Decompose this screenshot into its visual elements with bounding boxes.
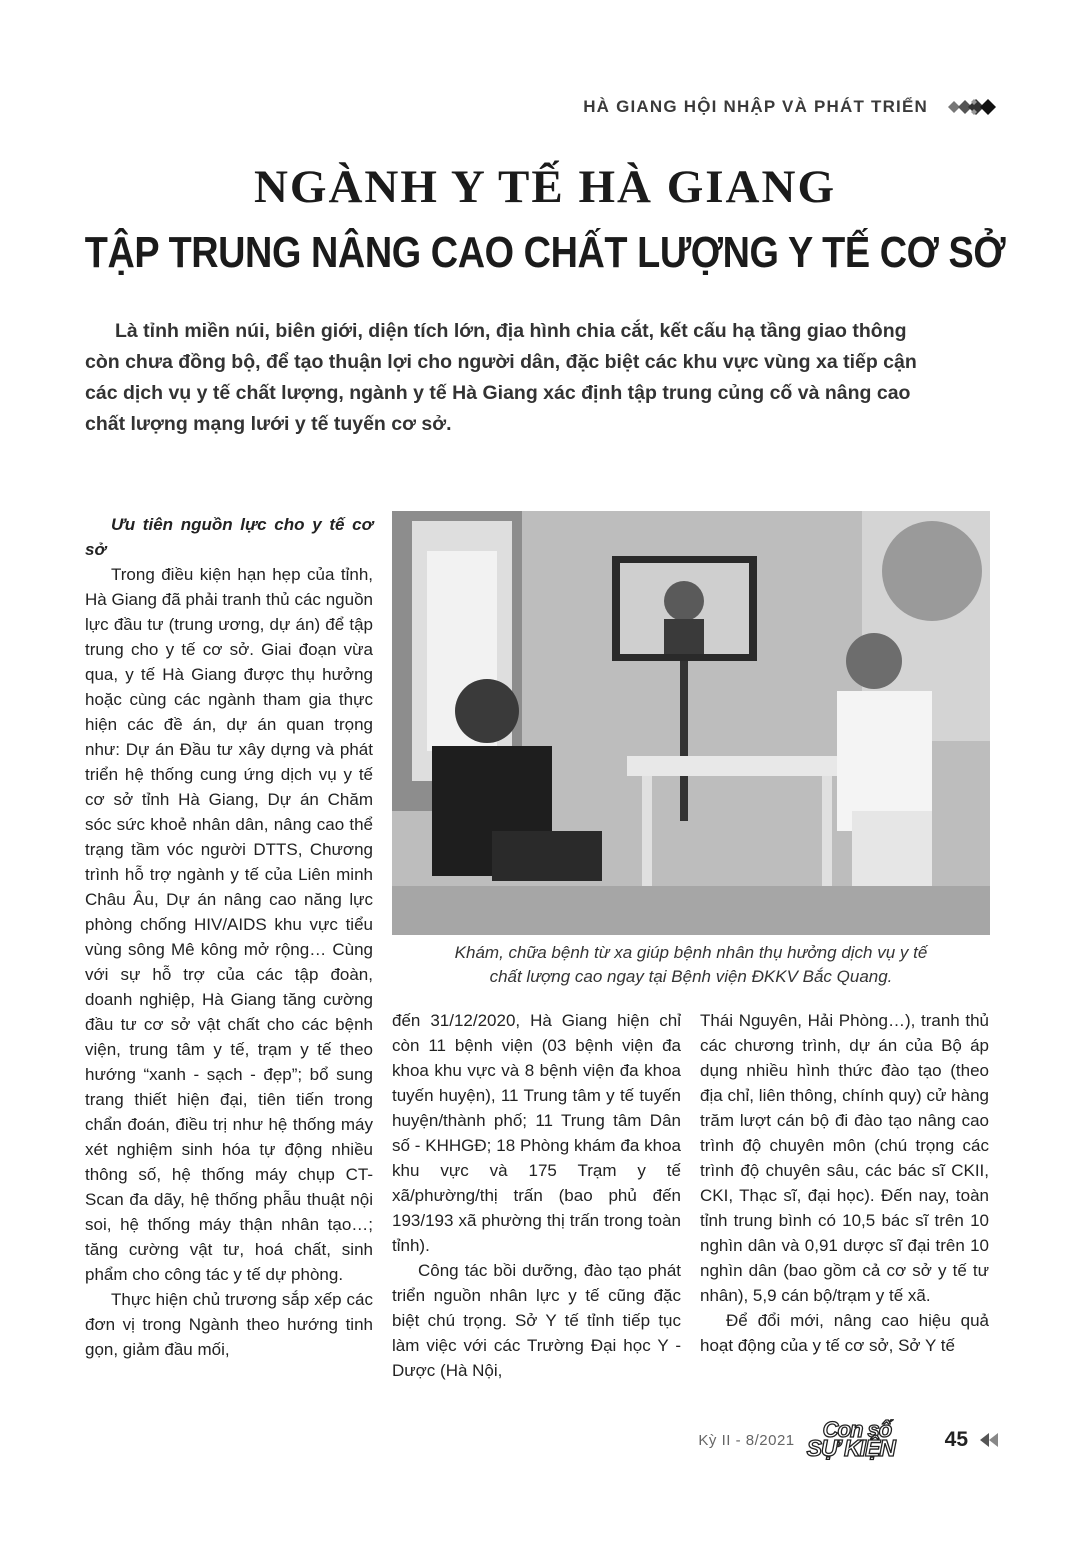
paragraph: Trong điều kiện hạn hẹp của tỉnh, Hà Giang đã phải tranh thủ các nguồn lực đầu tư (trung ương, dự án) để tập trung cho y tế cơ sở. Giai đoạn vừa qua, y tế Hà Giang được thụ hưởng hoặc cùng các ngành tham gia thực hiện các đề án, dự án quan trọng như: Dự án Đầu tư xây dựng và phát triển hệ thống cung ứng dịch vụ y tế cơ sở tỉnh Hà Giang, Dự án Chăm sóc sức khoẻ nhân dân, nâng cao thể trạng tầm vóc người DTTS, Chương trình hỗ trợ ngành y tế của Liên minh Châu Âu, Dự án nâng cao năng lực phòng chống HIV/AIDS khu vực tiểu vùng sông Mê kông mở rộng… Cùng với sự hỗ trợ của các tập đoàn, doanh nghiệp, Hà Giang tăng cường đầu tư cơ sở vật chất cho các bệnh viện, trung tâm y tế, trạm y tế theo hướng “xanh - sạch - đẹp”; bổ sung trang thiết hiện đại, tiên tiến trong chẩn đoán, điều trị như hệ thống máy xét nghiệm sinh hóa tự động nhiều thông số, hệ thống máy chụp CT- Scan đa dãy, hệ thống phẫu thuật nội soi, hệ thống máy thận nhân tạo…; tăng cường vật tư, hoá chất, sinh phẩm cho công tác y tế dự phòng.	[85, 565, 373, 1284]
text-column-2	[392, 1008, 681, 1383]
paragraph: Để đổi mới, nâng cao hiệu quả hoạt động của y tế cơ sở, Sở Y tế	[700, 1311, 989, 1355]
issue-label: Kỳ II - 8/2021	[698, 1431, 795, 1449]
caption-line-2: chất lượng cao ngay tại Bệnh viện ĐKKV Bắc Quang.	[489, 967, 893, 986]
paragraph: đến 31/12/2020, Hà Giang hiện chỉ còn 11 bệnh viện (03 bệnh viện đa khoa khu vực và 8 bệnh viện đa khoa tuyến huyện), 11 Trung tâm y tế tuyến huyện/thành phố; 11 Trung tâm Dân số - KHHGĐ; 18 Phòng khám đa khoa khu vực và 175 Trạm y tế xã/phường/thị trấn (bao phủ đến 193/193 xã phường thị trấn trong toàn tỉnh).	[392, 1011, 681, 1255]
paragraph: Công tác bồi dưỡng, đào tạo phát triển nguồn nhân lực y tế cũng đặc biệt chú trọng. Sở Y tế tỉnh tiếp tục làm việc với các Trường Đại học Y - Dược (Hà Nội,	[392, 1261, 681, 1380]
article-photo	[392, 511, 990, 935]
text-column-1	[85, 512, 373, 1362]
logo-line-1: Con số	[822, 1417, 892, 1442]
section-subheading: Ưu tiên nguồn lực cho y tế cơ sở	[85, 515, 373, 559]
logo-line-2: SỰ KIỆN	[806, 1435, 895, 1461]
caption-line-1: Khám, chữa bệnh từ xa giúp bệnh nhân thụ hưởng dịch vụ y tế	[454, 943, 928, 962]
page-footer	[600, 1417, 1000, 1461]
section-header	[560, 92, 1000, 122]
article-title-line2: TẬP TRUNG NÂNG CAO CHẤT LƯỢNG Y TẾ CƠ SỞ	[84, 228, 1006, 277]
article-title-line1: NGÀNH Y TẾ HÀ GIANG	[253, 161, 837, 213]
telemedicine-photo-illustration	[392, 511, 990, 935]
text-column-3	[700, 1008, 989, 1358]
page-number: 45	[944, 1428, 968, 1451]
double-left-arrow-icon	[978, 1431, 1000, 1449]
article-lead: Là tỉnh miền núi, biên giới, diện tích lớn, địa hình chia cắt, kết cấu hạ tầng giao thông còn chưa đồng bộ, để tạo thuận lợi cho người dân, đặc biệt các khu vực vùng xa tiếp cận các dịch vụ y tế chất lượng, ngành y tế Hà Giang xác định tập trung củng cố và nâng cao chất lượng mạng lưới y tế tuyến cơ sở.	[85, 320, 917, 435]
paragraph: Thái Nguyên, Hải Phòng…), tranh thủ các chương trình, dự án của Bộ áp dụng nhiều hình thức đào tạo (theo địa chỉ, liên thông, chính quy) cử hàng trăm lượt cán bộ đi đào tạo nâng cao trình độ chuyên môn (chú trọng các trình độ chuyên sâu, các bác sĩ CKII, CKI, Thạc sĩ, đại học). Đến nay, toàn tỉnh trung bình có 10,5 bác sĩ trên 10 nghìn dân và 0,91 dược sĩ đại trên 10 nghìn dân (bao gồm cả cơ sở y tế tư nhân), 5,9 cán bộ/trạm y tế xã.	[700, 1011, 989, 1305]
paragraph: Thực hiện chủ trương sắp xếp các đơn vị trong Ngành theo hướng tinh gọn, giảm đầu mối,	[85, 1290, 373, 1359]
photo-caption	[392, 941, 990, 989]
diamond-cluster-icon	[940, 94, 1000, 120]
magazine-logo	[805, 1417, 935, 1461]
section-title: HÀ GIANG HỘI NHẬP VÀ PHÁT TRIỂN	[583, 97, 928, 116]
